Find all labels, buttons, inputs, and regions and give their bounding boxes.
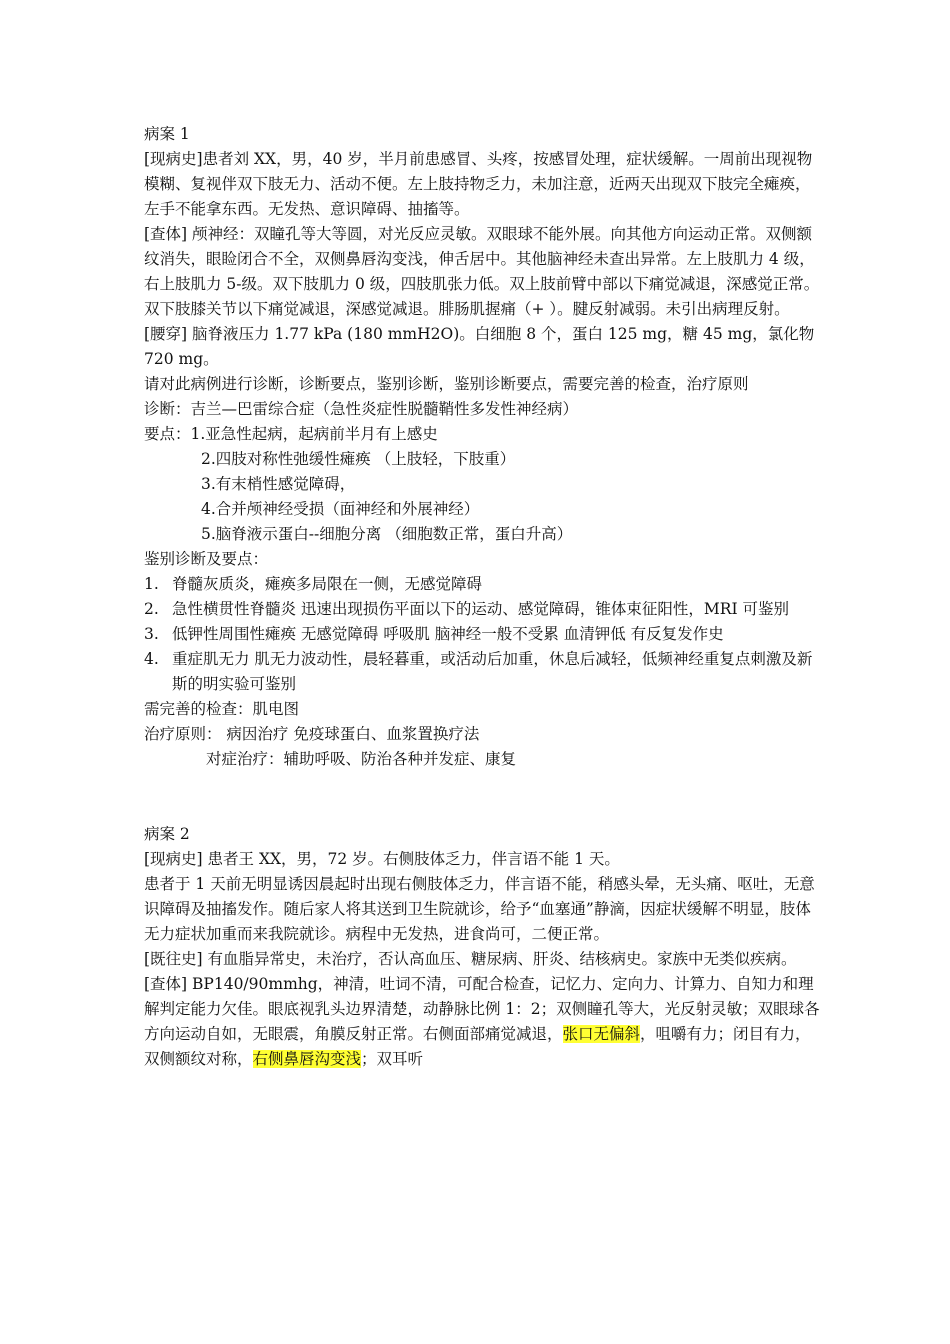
diff-item xyxy=(144,572,824,597)
case1-point: 3.有末梢性感觉障碍， xyxy=(201,475,356,493)
case2-exam-part: ；双耳听 xyxy=(361,1050,424,1068)
diff-item-number: 2. xyxy=(144,600,159,618)
case2-exam-part: [查体] BP140/90mmhg，神清，吐词不清，可配合检查，记忆力、定向力、计算力、自知力和理解判定能力欠佳。眼底视乳头边界清楚，动静脉比例 1：2；双侧瞳孔等大，光反射灵敏；双眼球各方向运动自如，无眼震，角膜反射正常。右侧面部痛觉减退， xyxy=(144,975,820,1043)
diff-item-text: 低钾性周围性瘫痪 无感觉障碍 呼吸肌 脑神经一般不受累 血清钾低 有反复发作史 xyxy=(172,625,724,643)
case2-history: 患者于 1 天前无明显诱因晨起时出现右侧肢体乏力，伴言语不能，稍感头晕，无头痛、呕吐，无意识障碍及抽搐发作。随后家人将其送到卫生院就诊，给予“血塞通”静滴，因症状缓解不明显，肢体无力症状加重而来我院就诊。病程中无发热，进食尚可，二便正常。 xyxy=(144,875,815,943)
case1-tests: 需完善的检查：肌电图 xyxy=(144,700,300,718)
case1-title: 病案 1 xyxy=(144,125,190,143)
diff-item-number: 4. xyxy=(144,650,159,668)
case1-treatment-symptomatic: 对症治疗：辅助呼吸、防治各种并发症、康复 xyxy=(206,750,517,768)
diff-item-number: 3. xyxy=(144,625,159,643)
case1-history: [现病史]患者刘 XX，男，40 岁，半月前患感冒、头疼，按感冒处理，症状缓解。一周前出现视物模糊、复视伴双下肢无力、活动不便。左上肢持物乏力，未加注意，近两天出现双下肢完全瘫痪，左手不能拿东西。无发热、意识障碍、抽搐等。 xyxy=(144,150,813,218)
highlight-nasolabial-fold: 右侧鼻唇沟变浅 xyxy=(252,1050,362,1068)
case1-lumbar: [腰穿] 脑脊液压力 1.77 kPa (180 mmH2O)。白细胞 8 个，蛋白 125 mg，糖 45 mg，氯化物 720 mg。 xyxy=(144,325,815,368)
case2-history-head: [现病史] 患者王 XX，男，72 岁。右侧肢体乏力，伴言语不能 1 天。 xyxy=(144,850,620,868)
case1-exam: [查体] 颅神经：双瞳孔等大等圆，对光反应灵敏。双眼球不能外展。向其他方向运动正常。双侧额纹消失，眼睑闭合不全，双侧鼻唇沟变浅，伸舌居中。其他脑神经未查出异常。左上肢肌力 4 级，右上肢肌力 5-级。双下肢肌力 0 级，四肢肌张力低。双上肢前臂中部以下痛觉减退，深感觉正常。双下肢膝关节以下痛觉减退，深感觉减退。腓肠肌握痛（+ ）。腱反射减弱。未引出病理反射。 xyxy=(144,225,820,318)
case1-diff-title: 鉴别诊断及要点： xyxy=(144,550,269,568)
diff-item xyxy=(144,647,824,697)
diff-item xyxy=(144,597,824,622)
diff-item-text: 急性横贯性脊髓炎 迅速出现损伤平面以下的运动、感觉障碍，锥体束征阳性，MRI 可鉴别 xyxy=(172,600,790,618)
case1-point: 4.合并颅神经受损（面神经和外展神经） xyxy=(201,500,480,518)
section-gap xyxy=(144,772,824,822)
case2-exam-part: ，咀嚼有力；闭目有力，双侧额纹对称， xyxy=(144,1025,811,1068)
case2-title: 病案 2 xyxy=(144,825,190,843)
case1-diff-list xyxy=(144,572,824,697)
case1-question: 请对此病例进行诊断，诊断要点，鉴别诊断，鉴别诊断要点，需要完善的检查，治疗原则 xyxy=(144,375,749,393)
case1-point: 5.脑脊液示蛋白--细胞分离 （细胞数正常，蛋白升高） xyxy=(201,525,573,543)
highlight-no-jaw-deviation: 张口无偏斜 xyxy=(562,1025,641,1043)
diff-item-text: 重症肌无力 肌无力波动性，晨轻暮重，或活动后加重，休息后减轻，低频神经重复点刺激及新斯的明实验可鉴别 xyxy=(172,650,813,693)
case1-treatment: 治疗原则： 病因治疗 免疫球蛋白、血浆置换疗法 xyxy=(144,725,480,743)
case2-exam xyxy=(144,972,824,1072)
document-page xyxy=(144,122,824,1072)
case1-diagnosis: 诊断：吉兰—巴雷综合症（急性炎症性脱髓鞘性多发性神经病） xyxy=(144,400,579,418)
diff-item-number: 1. xyxy=(144,575,159,593)
case1-points-first: 要点：1.亚急性起病，起病前半月有上感史 xyxy=(144,425,438,443)
case1-point: 2.四肢对称性弛缓性瘫痪 （上肢轻，下肢重） xyxy=(201,450,516,468)
diff-item-text: 脊髓灰质炎，瘫痪多局限在一侧，无感觉障碍 xyxy=(172,575,483,593)
diff-item xyxy=(144,622,824,647)
case2-past: [既往史] 有血脂异常史，未治疗，否认高血压、糖尿病、肝炎、结核病史。家族中无类似疾病。 xyxy=(144,950,797,968)
